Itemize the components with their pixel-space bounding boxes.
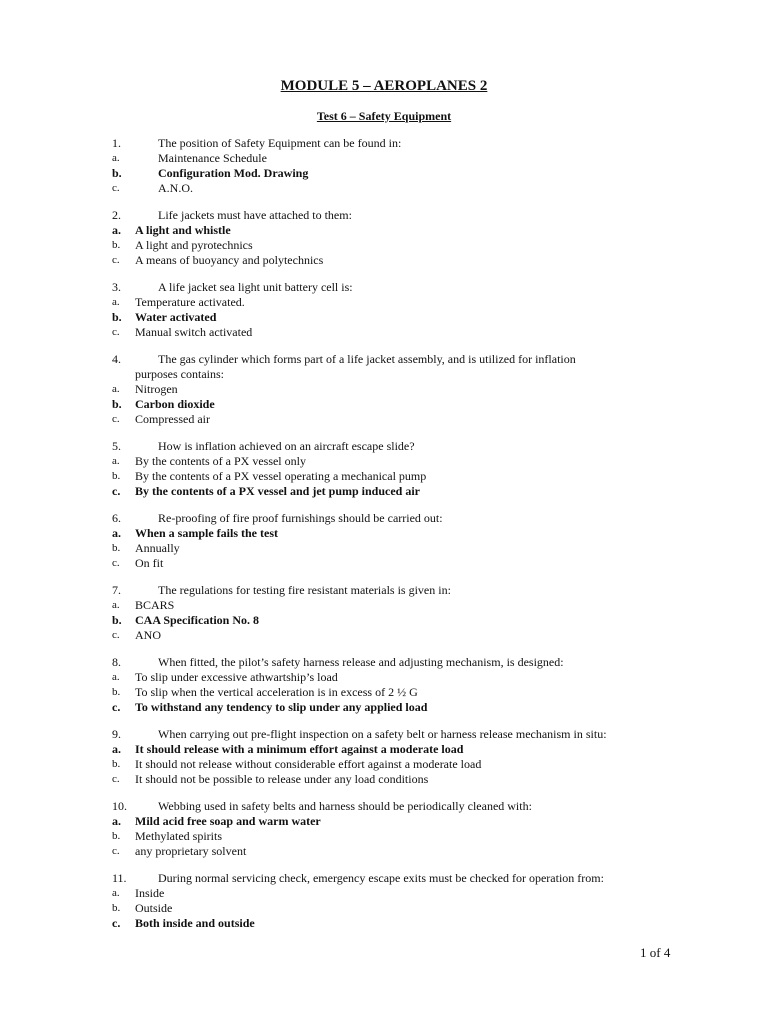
- question-text: When carrying out pre-flight inspection on a safety belt or harness release mechanism in situ:: [158, 727, 607, 741]
- answer-option: [112, 295, 672, 310]
- option-text: A light and whistle: [135, 223, 231, 237]
- answer-option: [112, 454, 672, 469]
- answer-option-correct: [112, 484, 672, 499]
- question-8: [112, 655, 672, 715]
- question-number: 9.: [112, 727, 121, 741]
- answer-option: [112, 685, 672, 700]
- answer-option: [112, 556, 672, 571]
- answer-option-correct: [112, 397, 672, 412]
- question-text: How is inflation achieved on an aircraft escape slide?: [158, 439, 415, 453]
- option-text: By the contents of a PX vessel and jet pump induced air: [135, 484, 421, 498]
- option-letter: b.: [112, 613, 122, 627]
- option-text: Manual switch activated: [135, 325, 253, 339]
- question-5: [112, 439, 672, 499]
- option-letter: a.: [112, 671, 120, 683]
- option-letter: c.: [112, 326, 120, 338]
- answer-option: [112, 772, 672, 787]
- answer-option: [112, 325, 672, 340]
- option-text: When a sample fails the test: [135, 526, 278, 540]
- option-text: Water activated: [135, 310, 217, 324]
- answer-option-correct: [112, 814, 672, 829]
- question-text: When fitted, the pilot’s safety harness release and adjusting mechanism, is designed:: [158, 655, 564, 669]
- option-letter: b.: [112, 542, 121, 554]
- question-text: purposes contains:: [135, 367, 224, 381]
- option-letter: c.: [112, 845, 120, 857]
- answer-option-correct: [112, 916, 672, 931]
- question-3: [112, 280, 672, 340]
- question-text: The regulations for testing fire resistant materials is given in:: [158, 583, 451, 597]
- question-number: 11.: [112, 871, 127, 885]
- option-letter: b.: [112, 902, 121, 914]
- option-letter: c.: [112, 629, 120, 641]
- option-letter: b.: [112, 758, 121, 770]
- question-9: [112, 727, 672, 787]
- option-letter: a.: [112, 814, 121, 828]
- option-text: A means of buoyancy and polytechnics: [135, 253, 324, 267]
- option-text: To withstand any tendency to slip under any applied load: [135, 700, 428, 714]
- option-letter: a.: [112, 887, 120, 899]
- answer-option-correct: [112, 310, 672, 325]
- option-text: Maintenance Schedule: [158, 151, 267, 165]
- option-text: ANO: [135, 628, 161, 642]
- option-text: By the contents of a PX vessel operating a mechanical pump: [135, 469, 427, 483]
- option-text: CAA Specification No. 8: [135, 613, 259, 627]
- question-4: [112, 352, 672, 427]
- option-letter: b.: [112, 239, 121, 251]
- option-text: Methylated spirits: [135, 829, 222, 843]
- document-title: MODULE 5 – AEROPLANES 2: [280, 78, 488, 94]
- option-text: BCARS: [135, 598, 175, 612]
- answer-option: [112, 412, 672, 427]
- option-text: Temperature activated.: [135, 295, 245, 309]
- answer-option-correct: [112, 613, 672, 628]
- option-text: Both inside and outside: [135, 916, 255, 930]
- option-text: It should not release without considerable effort against a moderate load: [135, 757, 482, 771]
- answer-option: [112, 541, 672, 556]
- answer-option: [112, 757, 672, 772]
- option-text: Compressed air: [135, 412, 210, 426]
- option-text: Mild acid free soap and warm water: [135, 814, 321, 828]
- answer-option: [112, 469, 672, 484]
- option-text: Inside: [135, 886, 165, 900]
- question-6: [112, 511, 672, 571]
- question-text: Re-proofing of fire proof furnishings should be carried out:: [158, 511, 443, 525]
- question-2: [112, 208, 672, 268]
- document-subtitle: Test 6 – Safety Equipment: [316, 109, 452, 123]
- option-letter: b.: [112, 166, 122, 180]
- option-letter: b.: [112, 470, 121, 482]
- answer-option: [112, 238, 672, 253]
- option-letter: b.: [112, 686, 121, 698]
- question-text: A life jacket sea light unit battery cell is:: [158, 280, 353, 294]
- answer-option-correct: [112, 742, 672, 757]
- question-number: 6.: [112, 511, 121, 525]
- answer-option-correct: [112, 700, 672, 715]
- question-number: 2.: [112, 208, 121, 222]
- option-text: By the contents of a PX vessel only: [135, 454, 306, 468]
- option-text: A.N.O.: [158, 181, 193, 195]
- option-letter: a.: [112, 455, 120, 467]
- option-text: On fit: [135, 556, 164, 570]
- option-letter: a.: [112, 296, 120, 308]
- question-list: [112, 136, 672, 943]
- option-text: It should release with a minimum effort against a moderate load: [135, 742, 464, 756]
- option-letter: c.: [112, 254, 120, 266]
- question-1: [112, 136, 672, 196]
- option-text: Outside: [135, 901, 173, 915]
- option-text: It should not be possible to release under any load conditions: [135, 772, 429, 786]
- question-text: The position of Safety Equipment can be found in:: [158, 136, 402, 150]
- question-text: Webbing used in safety belts and harness should be periodically cleaned with:: [158, 799, 532, 813]
- option-letter: c.: [112, 700, 121, 714]
- option-letter: a.: [112, 223, 121, 237]
- answer-option: [112, 181, 672, 196]
- question-11: [112, 871, 672, 931]
- question-number: 4.: [112, 352, 121, 366]
- answer-option-correct: [112, 526, 672, 541]
- option-letter: a.: [112, 152, 120, 164]
- answer-option-correct: [112, 166, 672, 181]
- question-number: 8.: [112, 655, 121, 669]
- answer-option: [112, 844, 672, 859]
- question-text: Life jackets must have attached to them:: [158, 208, 352, 222]
- answer-option: [112, 886, 672, 901]
- answer-option: [112, 628, 672, 643]
- option-text: A light and pyrotechnics: [135, 238, 253, 252]
- option-text: Carbon dioxide: [135, 397, 215, 411]
- option-letter: c.: [112, 182, 120, 194]
- option-text: Nitrogen: [135, 382, 178, 396]
- answer-option: [112, 151, 672, 166]
- option-letter: c.: [112, 773, 120, 785]
- option-text: To slip when the vertical acceleration is in excess of 2 ½ G: [135, 685, 418, 699]
- option-text: Annually: [135, 541, 180, 555]
- option-text: any proprietary solvent: [135, 844, 247, 858]
- question-number: 7.: [112, 583, 121, 597]
- question-number: 1.: [112, 136, 121, 150]
- question-number: 10.: [112, 799, 127, 813]
- option-text: To slip under excessive athwartship’s load: [135, 670, 338, 684]
- option-letter: a.: [112, 599, 120, 611]
- option-letter: a.: [112, 383, 120, 395]
- question-text: During normal servicing check, emergency escape exits must be checked for operation from:: [158, 871, 604, 885]
- option-letter: a.: [112, 742, 121, 756]
- question-10: [112, 799, 672, 859]
- option-letter: c.: [112, 484, 121, 498]
- answer-option: [112, 829, 672, 844]
- option-text: Configuration Mod. Drawing: [158, 166, 309, 180]
- question-text-continuation: [112, 367, 672, 382]
- answer-option: [112, 382, 672, 397]
- option-letter: c.: [112, 557, 120, 569]
- answer-option: [112, 598, 672, 613]
- answer-option: [112, 901, 672, 916]
- option-letter: b.: [112, 310, 122, 324]
- option-letter: c.: [112, 916, 121, 930]
- question-text: The gas cylinder which forms part of a life jacket assembly, and is utilized for inflation: [158, 352, 576, 366]
- question-number: 3.: [112, 280, 121, 294]
- option-letter: c.: [112, 413, 120, 425]
- option-letter: b.: [112, 397, 122, 411]
- option-letter: a.: [112, 526, 121, 540]
- page-number: 1 of 4: [640, 945, 671, 960]
- answer-option-correct: [112, 223, 672, 238]
- answer-option: [112, 253, 672, 268]
- question-7: [112, 583, 672, 643]
- option-letter: b.: [112, 830, 121, 842]
- answer-option: [112, 670, 672, 685]
- question-number: 5.: [112, 439, 121, 453]
